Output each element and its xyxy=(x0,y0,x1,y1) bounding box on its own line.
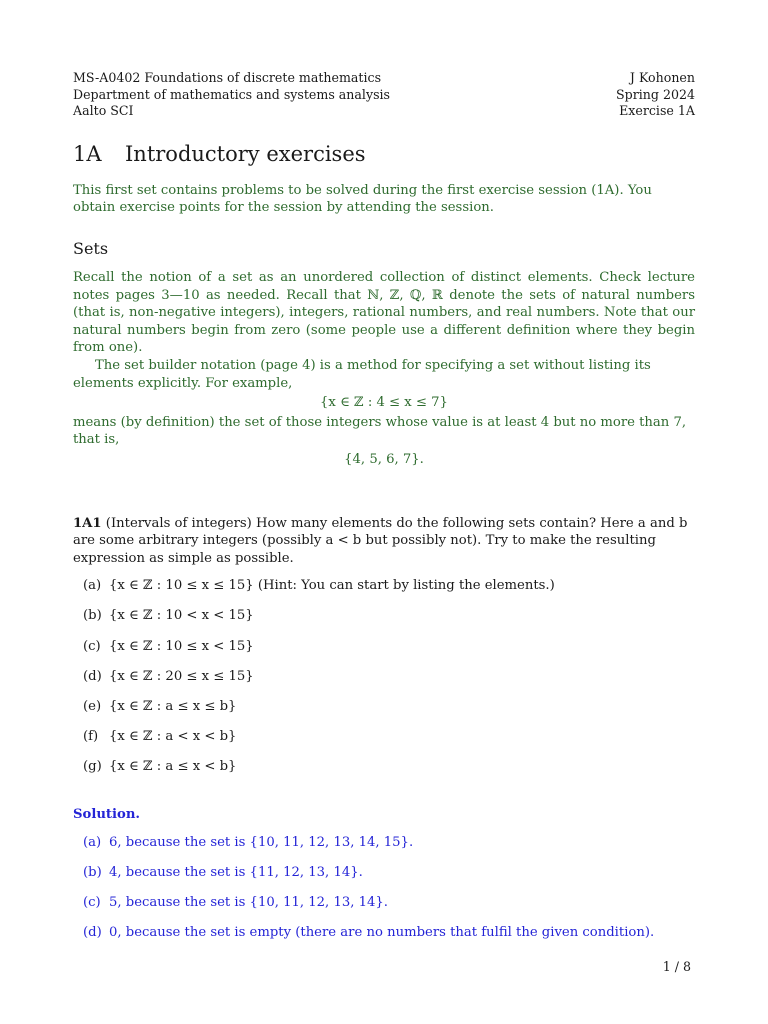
problem-item-text: {x ∈ ℤ : 10 ≤ x < 15} xyxy=(109,638,254,654)
solution-section xyxy=(73,806,695,942)
problem-items xyxy=(73,577,695,776)
page-number: 1 / 8 xyxy=(662,959,691,974)
problem-item-label: (c) xyxy=(83,638,101,654)
problem-item-label: (d) xyxy=(83,668,102,684)
solution-items xyxy=(73,834,695,942)
solution-item xyxy=(83,834,695,852)
solution-item-label: (c) xyxy=(83,894,101,910)
intro-paragraph: This first set contains problems to be solved during the first exercise session (1A). You obtain exercise points for the session by attending the session. xyxy=(73,182,652,216)
header-left xyxy=(73,70,390,120)
course-name: MS-A0402 Foundations of discrete mathematics xyxy=(73,70,382,85)
solution-item-label: (b) xyxy=(83,864,102,880)
page-title xyxy=(73,141,695,167)
department: Department of mathematics and systems analysis xyxy=(73,86,391,102)
problem-item-text: {x ∈ ℤ : a < x < b} xyxy=(109,729,237,745)
problem-item-label: (a) xyxy=(83,578,102,594)
solution-item-label: (a) xyxy=(83,834,102,850)
problem-id: 1A1 xyxy=(73,515,102,531)
title-number: 1A xyxy=(73,141,102,166)
problem-item xyxy=(83,728,695,746)
problem-1a1 xyxy=(73,515,695,777)
problem-item xyxy=(83,607,695,625)
exercise-label: Exercise 1A xyxy=(619,103,695,119)
header-right xyxy=(616,70,695,120)
problem-item-label: (f) xyxy=(83,729,99,745)
solution-item-text: 6, because the set is {10, 11, 12, 13, 14, 15}. xyxy=(109,834,414,850)
problem-item-text: {x ∈ ℤ : 10 < x < 15} xyxy=(109,608,254,624)
problem-text: (Intervals of integers) How many elements do the following sets contain? Here a and b are some arbitrary integers (possibly a < b but possibly not). Try to make the resulting expression as simple as possible. xyxy=(73,515,688,566)
problem-item xyxy=(83,698,695,716)
school: Aalto SCI xyxy=(73,103,134,119)
problem-item-text: {x ∈ ℤ : 20 ≤ x ≤ 15} xyxy=(109,668,254,684)
solution-item xyxy=(83,864,695,882)
problem-statement xyxy=(73,515,695,568)
term: Spring 2024 xyxy=(616,86,695,102)
solution-item-text: 5, because the set is {10, 11, 12, 13, 14}. xyxy=(109,894,388,910)
problem-item-text: {x ∈ ℤ : a ≤ x ≤ b} xyxy=(109,699,237,715)
solution-item-label: (d) xyxy=(83,925,102,941)
problem-item-label: (e) xyxy=(83,699,102,715)
problem-item xyxy=(83,758,695,776)
problem-item xyxy=(83,577,695,595)
solution-item xyxy=(83,894,695,912)
problem-item xyxy=(83,668,695,686)
document-page xyxy=(73,70,695,954)
page-header xyxy=(73,70,695,120)
example-set-builder: {x ∈ ℤ : 4 ≤ x ≤ 7} xyxy=(320,395,448,411)
sets-paragraph-1: Recall the notion of a set as an unordered collection of distinct elements. Check lecture notes pages 3—10 as needed. Recall that ℕ, ℤ, ℚ, ℝ denote the sets of natural numbers (that is, non-negative integers), integers, rational numbers, and real numbers. Note that our natural numbers begin from zero (some people use a different definition where they begin from one). xyxy=(73,269,695,356)
sets-paragraph-2: The set builder notation (page 4) is a method for specifying a set without listing its elements explicitly. For example, xyxy=(73,357,651,391)
solution-item-text: 0, because the set is empty (there are no numbers that fulfil the given condition). xyxy=(109,925,655,941)
problem-item-label: (b) xyxy=(83,608,102,624)
title-text: Introductory exercises xyxy=(125,141,366,166)
problem-item-text: {x ∈ ℤ : 10 ≤ x ≤ 15} (Hint: You can start by listing the elements.) xyxy=(109,578,555,594)
problem-item-text: {x ∈ ℤ : a ≤ x < b} xyxy=(109,759,237,775)
problem-item xyxy=(83,638,695,656)
example-set-listed: {4, 5, 6, 7}. xyxy=(344,451,424,467)
sets-heading: Sets xyxy=(73,238,109,258)
solution-item-text: 4, because the set is {11, 12, 13, 14}. xyxy=(109,864,363,880)
solution-item xyxy=(83,924,695,942)
sets-paragraph-3: means (by definition) the set of those integers whose value is at least 4 but no more than 7, that is, xyxy=(73,414,687,448)
solution-heading: Solution. xyxy=(73,807,140,822)
author: J Kohonen xyxy=(629,70,695,85)
problem-item-label: (g) xyxy=(83,759,102,775)
